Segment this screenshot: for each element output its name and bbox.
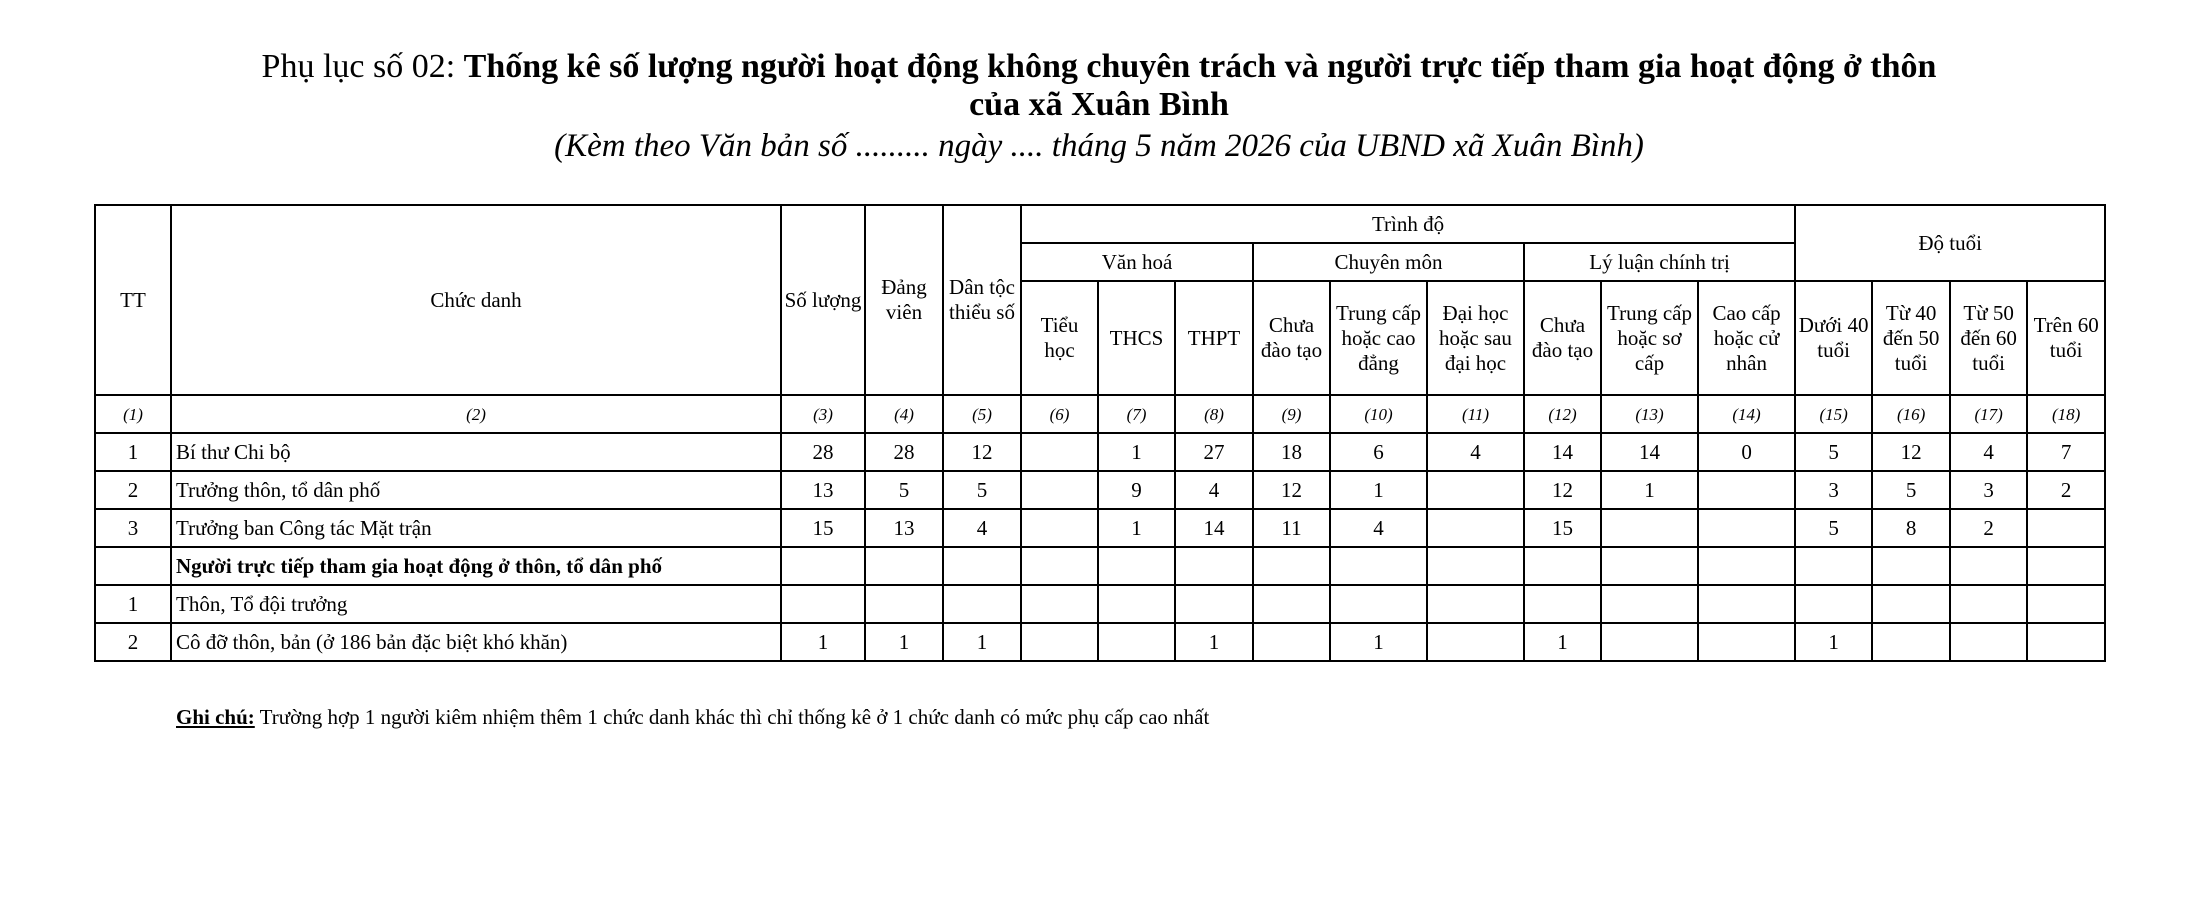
row-title-cell: Thôn, Tổ đội trưởng <box>171 585 781 623</box>
table-cell: 1 <box>1524 623 1601 661</box>
table-row <box>95 623 2105 661</box>
column-number-cell: (4) <box>865 395 943 433</box>
table-cell: 12 <box>1524 471 1601 509</box>
table-cell: 13 <box>865 509 943 547</box>
table-cell <box>1098 585 1175 623</box>
header-chuc-danh: Chức danh <box>171 205 781 395</box>
title-line-2: của xã Xuân Bình <box>969 86 1229 123</box>
table-cell: 1 <box>1175 623 1253 661</box>
header-van-hoa: Văn hoá <box>1021 243 1253 281</box>
column-number-cell: (2) <box>171 395 781 433</box>
title-main: Thống kê số lượng người hoạt động không chuyên trách và người trực tiếp tham gia hoạt động ở thôn <box>463 48 1937 85</box>
table-cell: 1 <box>781 623 865 661</box>
table-row <box>95 585 2105 623</box>
table-cell: 4 <box>1175 471 1253 509</box>
table-cell: 1 <box>865 623 943 661</box>
table-cell <box>1021 471 1098 509</box>
row-index-cell: 1 <box>95 433 171 471</box>
table-cell: 12 <box>1872 433 1950 471</box>
table-cell: 11 <box>1253 509 1330 547</box>
table-cell <box>1698 509 1795 547</box>
table-cell: 7 <box>2027 433 2105 471</box>
header-row-1 <box>95 205 2105 243</box>
footnote <box>176 705 1209 730</box>
column-number-cell: (15) <box>1795 395 1872 433</box>
header-thcs: THCS <box>1098 281 1175 395</box>
table-cell: 4 <box>1950 433 2027 471</box>
header-cm-trung-cap: Trung cấp hoặc cao đẳng <box>1330 281 1427 395</box>
header-cm-dai-hoc: Đại học hoặc sau đại học <box>1427 281 1524 395</box>
table-cell: 12 <box>1253 471 1330 509</box>
table-cell: 1 <box>1330 471 1427 509</box>
table-cell <box>1698 471 1795 509</box>
row-index-cell: 3 <box>95 509 171 547</box>
row-index-cell <box>95 547 171 585</box>
table-cell <box>1427 471 1524 509</box>
table-cell <box>865 585 943 623</box>
table-cell <box>1601 547 1698 585</box>
header-trinh-do: Trình độ <box>1021 205 1795 243</box>
table-cell <box>1253 623 1330 661</box>
table-cell <box>865 547 943 585</box>
table-row <box>95 433 2105 471</box>
column-number-cell: (17) <box>1950 395 2027 433</box>
table-cell <box>781 547 865 585</box>
column-number-cell: (18) <box>2027 395 2105 433</box>
column-number-cell: (14) <box>1698 395 1795 433</box>
table-cell <box>1021 547 1098 585</box>
table-cell <box>1950 547 2027 585</box>
header-ll-trung-cap: Trung cấp hoặc sơ cấp <box>1601 281 1698 395</box>
header-thpt: THPT <box>1175 281 1253 395</box>
table-cell: 12 <box>943 433 1021 471</box>
table-cell: 27 <box>1175 433 1253 471</box>
row-title-cell: Trưởng ban Công tác Mặt trận <box>171 509 781 547</box>
table-cell: 6 <box>1330 433 1427 471</box>
table-cell <box>1950 585 2027 623</box>
table-cell: 1 <box>943 623 1021 661</box>
table-cell: 18 <box>1253 433 1330 471</box>
table-cell: 5 <box>865 471 943 509</box>
column-number-cell: (1) <box>95 395 171 433</box>
row-title-cell: Bí thư Chi bộ <box>171 433 781 471</box>
table-cell <box>1253 585 1330 623</box>
table-cell: 3 <box>1950 471 2027 509</box>
footnote-label: Ghi chú: <box>176 705 255 729</box>
table-cell <box>1253 547 1330 585</box>
table-cell <box>1427 547 1524 585</box>
table-cell <box>1795 585 1872 623</box>
row-title-cell: Cô đỡ thôn, bản (ở 186 bản đặc biệt khó khăn) <box>171 623 781 661</box>
table-cell <box>1021 623 1098 661</box>
table-cell: 8 <box>1872 509 1950 547</box>
header-ll-chua-dao-tao: Chưa đào tạo <box>1524 281 1601 395</box>
table-cell <box>943 585 1021 623</box>
header-dang-vien: Đảng viên <box>865 205 943 395</box>
table-cell: 5 <box>943 471 1021 509</box>
table-cell: 14 <box>1524 433 1601 471</box>
header-duoi-40: Dưới 40 tuổi <box>1795 281 1872 395</box>
row-index-cell: 2 <box>95 471 171 509</box>
table-cell <box>1175 547 1253 585</box>
table-cell <box>1795 547 1872 585</box>
table-cell: 28 <box>865 433 943 471</box>
column-number-cell: (12) <box>1524 395 1601 433</box>
statistics-table <box>94 204 2106 662</box>
group-header-row <box>95 547 2105 585</box>
table-cell: 2 <box>1950 509 2027 547</box>
header-ll-cao-cap: Cao cấp hoặc cử nhân <box>1698 281 1795 395</box>
table-cell <box>943 547 1021 585</box>
table-cell: 14 <box>1175 509 1253 547</box>
header-tu-50-60: Từ 50 đến 60 tuổi <box>1950 281 2027 395</box>
table-cell <box>2027 623 2105 661</box>
row-title-cell: Người trực tiếp tham gia hoạt động ở thôn, tổ dân phố <box>171 547 781 585</box>
table-cell: 4 <box>1330 509 1427 547</box>
header-do-tuoi: Độ tuổi <box>1795 205 2105 281</box>
table-cell <box>781 585 865 623</box>
table-cell: 28 <box>781 433 865 471</box>
table-cell: 5 <box>1795 509 1872 547</box>
column-number-cell: (7) <box>1098 395 1175 433</box>
table-cell: 4 <box>1427 433 1524 471</box>
table-cell <box>1872 623 1950 661</box>
table-cell <box>2027 547 2105 585</box>
table-cell: 15 <box>781 509 865 547</box>
column-number-cell: (8) <box>1175 395 1253 433</box>
header-tu-40-50: Từ 40 đến 50 tuổi <box>1872 281 1950 395</box>
table-cell: 3 <box>1795 471 1872 509</box>
table-cell: 13 <box>781 471 865 509</box>
table-cell <box>1698 585 1795 623</box>
table-row <box>95 509 2105 547</box>
table-cell <box>2027 585 2105 623</box>
header-chuyen-mon: Chuyên môn <box>1253 243 1524 281</box>
row-index-cell: 1 <box>95 585 171 623</box>
header-tt: TT <box>95 205 171 395</box>
header-ly-luan: Lý luận chính trị <box>1524 243 1795 281</box>
table-cell <box>1601 623 1698 661</box>
table-cell <box>1330 547 1427 585</box>
table-cell: 5 <box>1872 471 1950 509</box>
table-cell: 4 <box>943 509 1021 547</box>
column-number-cell: (6) <box>1021 395 1098 433</box>
table-row <box>95 471 2105 509</box>
table-cell <box>1427 623 1524 661</box>
footnote-text: Trường hợp 1 người kiêm nhiệm thêm 1 chức danh khác thì chỉ thống kê ở 1 chức danh có mức phụ cấp cao nhất <box>254 705 1210 729</box>
header-so-luong: Số lượng <box>781 205 865 395</box>
table-cell <box>1524 585 1601 623</box>
table-cell <box>1021 509 1098 547</box>
row-index-cell: 2 <box>95 623 171 661</box>
header-tieu-hoc: Tiểu học <box>1021 281 1098 395</box>
row-title-cell: Trưởng thôn, tổ dân phố <box>171 471 781 509</box>
table-cell: 1 <box>1601 471 1698 509</box>
table-cell: 1 <box>1098 433 1175 471</box>
table-cell <box>1098 623 1175 661</box>
table-cell <box>1098 547 1175 585</box>
table-cell <box>1021 585 1098 623</box>
table-cell: 1 <box>1098 509 1175 547</box>
table-cell <box>1021 433 1098 471</box>
document-subtitle: (Kèm theo Văn bản số ......... ngày .... tháng 5 năm 2026 của UBND xã Xuân Bình) <box>554 128 1644 164</box>
title-line-1 <box>0 48 2198 86</box>
table-cell: 9 <box>1098 471 1175 509</box>
table-cell: 2 <box>2027 471 2105 509</box>
table-cell <box>1601 585 1698 623</box>
table-cell: 15 <box>1524 509 1601 547</box>
header-cm-chua-dao-tao: Chưa đào tạo <box>1253 281 1330 395</box>
table-cell <box>1950 623 2027 661</box>
column-number-cell: (16) <box>1872 395 1950 433</box>
table-cell <box>1872 585 1950 623</box>
column-number-cell: (9) <box>1253 395 1330 433</box>
table-cell <box>1427 509 1524 547</box>
column-number-row <box>95 395 2105 433</box>
title-prefix: Phụ lục số 02: <box>261 48 464 85</box>
table-cell: 1 <box>1795 623 1872 661</box>
table-cell: 1 <box>1330 623 1427 661</box>
table-cell <box>1175 585 1253 623</box>
table-cell <box>1601 509 1698 547</box>
column-number-cell: (5) <box>943 395 1021 433</box>
table-cell <box>2027 509 2105 547</box>
column-number-cell: (11) <box>1427 395 1524 433</box>
table-cell <box>1698 547 1795 585</box>
header-dan-toc: Dân tộc thiểu số <box>943 205 1021 395</box>
table-cell: 5 <box>1795 433 1872 471</box>
document-title <box>0 48 2198 168</box>
table-cell <box>1427 585 1524 623</box>
table-cell <box>1330 585 1427 623</box>
column-number-cell: (3) <box>781 395 865 433</box>
column-number-cell: (13) <box>1601 395 1698 433</box>
table-cell <box>1524 547 1601 585</box>
table-cell <box>1698 623 1795 661</box>
header-tren-60: Trên 60 tuổi <box>2027 281 2105 395</box>
table-cell: 14 <box>1601 433 1698 471</box>
table-cell <box>1872 547 1950 585</box>
column-number-cell: (10) <box>1330 395 1427 433</box>
table-cell: 0 <box>1698 433 1795 471</box>
